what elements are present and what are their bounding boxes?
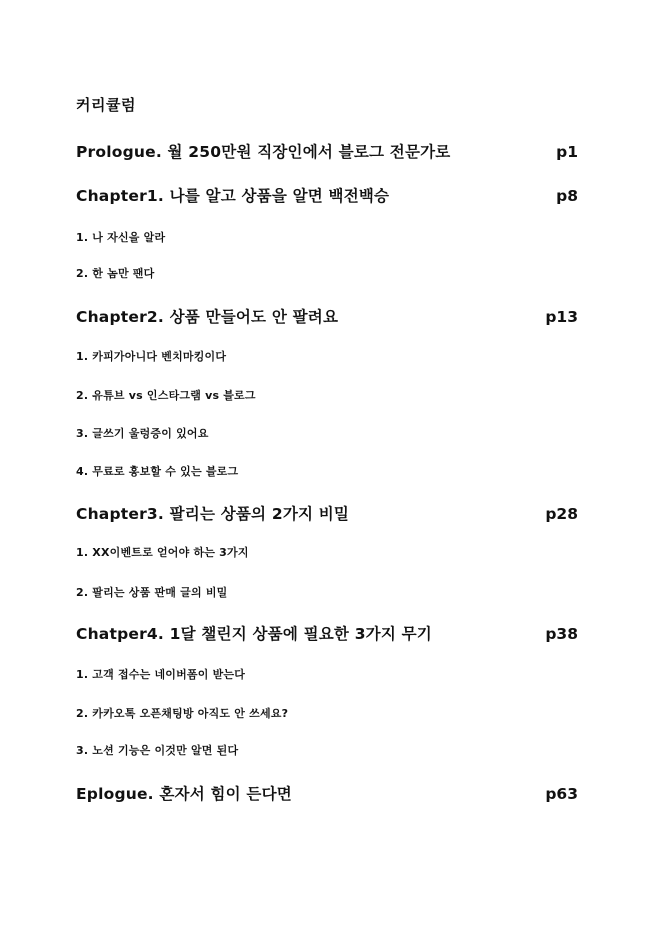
toc-chapter-title: Chapter2. 상품 만들어도 안 팔려요 [76,308,339,326]
toc-subentry [76,585,578,601]
toc-subentry [76,426,578,442]
toc-subentry-title: 3. 노션 기능은 이것만 알면 된다 [76,744,239,757]
toc-subentry-title: 1. XX이벤트로 얻어야 하는 3가지 [76,546,249,559]
toc-page-number: p8 [556,187,578,205]
toc-entry-prologue [76,141,578,163]
toc-subentry [76,743,578,759]
toc-subentry-title: 1. 고객 접수는 네이버폼이 받는다 [76,668,246,681]
toc-subentry-title: 1. 카피가아니다 벤치마킹이다 [76,350,227,363]
toc-subentry-title: 3. 글쓰기 울렁증이 있어요 [76,427,209,440]
toc-chapter-title: Eplogue. 혼자서 힘이 든다면 [76,785,292,803]
toc-entry-chapter4 [76,623,578,645]
toc-page-number: p28 [545,505,578,523]
toc-subentry-title: 4. 무료로 홍보할 수 있는 블로그 [76,465,239,478]
toc-entry-chapter1 [76,185,578,207]
toc-subentry [76,349,578,365]
toc-subentry-title: 1. 나 자신을 알라 [76,231,166,244]
toc-subentry [76,545,578,561]
toc-subentry [76,388,578,404]
toc-entry-epilogue [76,783,578,805]
toc-page-number: p38 [545,625,578,643]
toc-entry-chapter3 [76,503,578,525]
toc-chapter-title: Chapter1. 나를 알고 상품을 알면 백전백승 [76,187,390,205]
toc-subentry [76,266,578,282]
toc-page-number: p13 [545,308,578,326]
toc-subentry [76,667,578,683]
curriculum-heading: 커리큘럼 [76,96,136,114]
toc-entry-chapter2 [76,306,578,328]
toc-page-number: p63 [545,785,578,803]
toc-subentry-title: 2. 팔리는 상품 판매 글의 비밀 [76,586,228,599]
toc-page-number: p1 [556,143,578,161]
toc-chapter-title: Prologue. 월 250만원 직장인에서 블로그 전문가로 [76,143,451,161]
toc-subentry-title: 2. 유튜브 vs 인스타그램 vs 블로그 [76,389,256,402]
toc-subentry [76,464,578,480]
toc-subentry-title: 2. 한 놈만 팬다 [76,267,155,280]
toc-subentry [76,706,578,722]
toc-chapter-title: Chatper4. 1달 챌린지 상품에 필요한 3가지 무기 [76,625,432,643]
toc-subentry [76,230,578,246]
toc-chapter-title: Chapter3. 팔리는 상품의 2가지 비밀 [76,505,350,523]
toc-subentry-title: 2. 카카오톡 오픈채팅방 아직도 안 쓰세요? [76,707,289,720]
